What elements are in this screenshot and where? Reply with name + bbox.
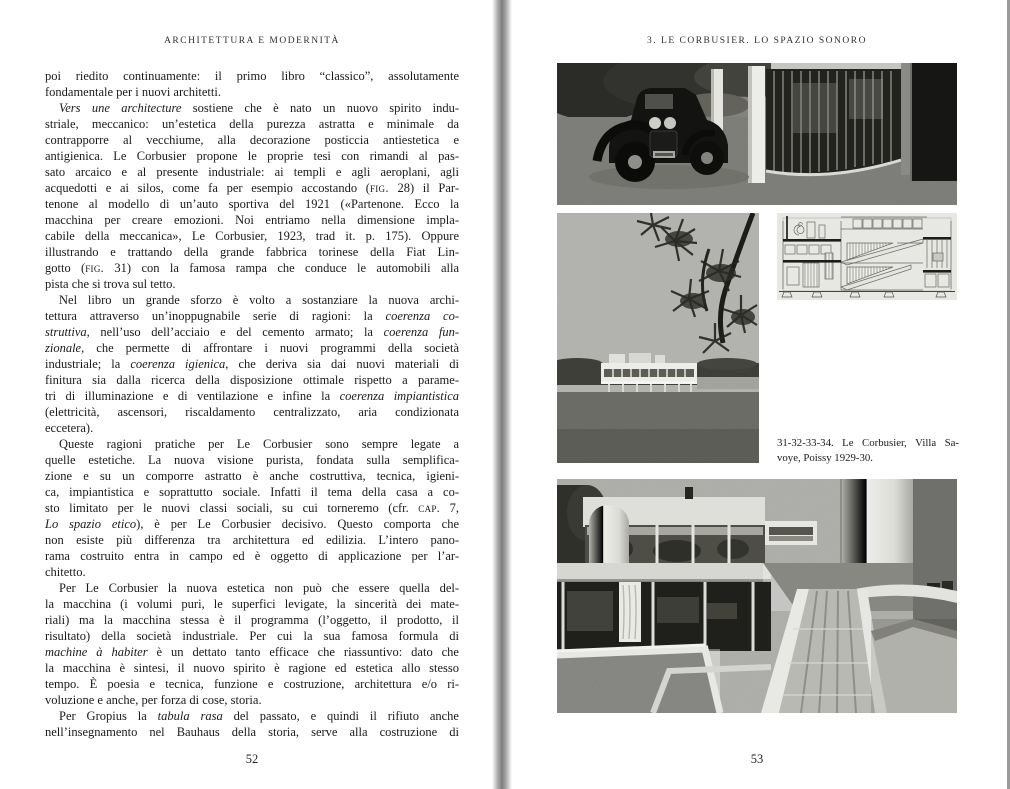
text-line: non esiste più differenza tra architettura ed edilizia. L’intero pano- xyxy=(45,533,459,547)
text-line: voye, Poissy 1929-30. xyxy=(777,451,873,464)
text-line: cabile della meccanica», Le Corbusier, 1923, trad it. p. 175). Oppure xyxy=(45,229,459,243)
text-line: 31-32-33-34. Le Corbusier, Villa Sa- xyxy=(777,437,959,449)
running-head-right: 3. LE CORBUSIER. LO SPAZIO SONORO xyxy=(647,36,867,46)
page-number-right: 53 xyxy=(750,752,764,766)
text-line: finitura sia dalla ricerca della disposizione ottimale rispetto a parame- xyxy=(45,373,459,387)
text-line: zione e su un comporre astratto è anche costruttiva, tecnica, igieni- xyxy=(45,469,459,483)
text-line: voluzione e anche, per forza di cose, storia. xyxy=(45,693,262,707)
text-line: sto limitato per le nuovi classi sociali, su cui torneremo (cfr. cap. 7, xyxy=(45,501,459,515)
text-line: risultato) della società industriale. Per cui la sua famosa formula di xyxy=(45,629,459,643)
text-line: gotto (fig. 31) con la famosa rampa che conduce le automobili alla xyxy=(45,261,460,275)
text-line: antigienica. Le Corbusier propone le proprie tesi con rimandi al pas- xyxy=(45,149,459,163)
text-line: chitetto. xyxy=(45,565,86,579)
text-line: acquedotti e ai silos, come fa per esempio accostando (fig. 28) il Par- xyxy=(45,181,459,195)
villa-savoye-roof-terrace-ramp-photo xyxy=(557,479,957,713)
text-line: quelle estetiche. La nuova visione purista, fondata sulla semplifica- xyxy=(45,453,459,467)
text-line: (elettricità, ascensori, riscaldamento centralizzato, aria condizionata xyxy=(45,405,459,419)
text-line: tenone al modello di un’auto sportiva del 1921 («Partenone. Ecco la xyxy=(45,197,459,211)
text-line: sato arcaico e al presente industriale: ai templi e agli aeroplani, agli xyxy=(45,165,459,179)
villa-savoye-section-drawing xyxy=(777,213,957,300)
figure-caption xyxy=(777,436,959,466)
text-line: machine à habiter è un dettato tanto efficace che riassuntivo: dato che xyxy=(45,645,459,659)
text-line: eccetera). xyxy=(45,421,94,435)
villa-savoye-in-meadow-photo xyxy=(557,213,759,463)
text-line: macchina per creare emozioni. Noi entriamo nella dimensione impla- xyxy=(45,213,459,227)
text-line: Vers une architecture sostiene che è nato un nuovo spirito indu- xyxy=(59,101,459,115)
text-line: striale, meccanico: un’estetica della purezza astratta e minimale da xyxy=(45,117,459,131)
text-line: tri di illuminazione e di ventilazione e infine la coerenza impiantistica xyxy=(45,389,459,403)
text-line: poi riedito continuamente: il primo libro “classico”, assolutamente xyxy=(45,69,459,83)
vintage-car-at-villa-savoye-entrance-photo xyxy=(557,63,957,205)
text-line: pista che si trova sul tetto. xyxy=(45,277,176,291)
text-line: fondamentale per i nuovi architetti. xyxy=(45,85,221,99)
text-line: ca, impiantistica e soprattutto sociale. Infatti il tema della casa a co- xyxy=(45,485,459,499)
text-line: riali) ma la macchina stessa è il programma (l’oggetto, il prodotto, il xyxy=(45,613,459,627)
text-line: Nel libro un grande sforzo è volto a sostanziare la nuova archi- xyxy=(59,293,459,307)
text-line: la macchina è sintesi, il nuovo spirito è ragione ed estetica allo stesso xyxy=(45,661,459,675)
text-line: tettura attraverso un’inoppugnabile serie di ragioni: la coerenza co- xyxy=(45,309,459,323)
book-gutter-shadow xyxy=(492,0,512,789)
text-line: la macchina (i volumi puri, le superfici levigate, la sincerità dei mate- xyxy=(45,597,459,611)
text-line: zionale, che permette di affrontare i nuovi programmi della società xyxy=(45,341,459,355)
text-line: Per Gropius la tabula rasa del passato, e quindi il rifiuto anche xyxy=(59,709,459,723)
text-line: struttiva, nell’uso dell’acciaio e del cemento armato; la coerenza fun- xyxy=(45,325,459,339)
text-line: Queste ragioni pratiche per Le Corbusier sono sempre legate a xyxy=(59,437,459,451)
text-line: tempo. È poesia e tecnica, funzione e costruzione, architettura e/o ri- xyxy=(45,677,459,691)
page-number-left: 52 xyxy=(245,752,259,766)
text-line: rama costruito entra in campo ed è oggetto di applicazione per l’ar- xyxy=(45,549,459,563)
text-line: illustrando e trattando della grande fabbrica torinese della Fiat Lin- xyxy=(45,245,459,259)
body-text xyxy=(45,68,459,740)
running-head-left: ARCHITETTURA E MODERNITÀ xyxy=(164,36,340,46)
text-line: nell’insegnamento nel Bauhaus della storia, serve alla costruzione di xyxy=(45,725,459,739)
text-line: Lo spazio etico), è per Le Corbusier decisivo. Questo comporta che xyxy=(45,517,459,531)
text-line: Per Le Corbusier la nuova estetica non può che essere quella del- xyxy=(59,581,459,595)
text-line: contrapporre al vecchiume, alla decorazione posticcia antiestetica e xyxy=(45,133,459,147)
text-line: industriale; la coerenza igienica, che deriva sia dai nuovi materiali di xyxy=(45,357,459,371)
